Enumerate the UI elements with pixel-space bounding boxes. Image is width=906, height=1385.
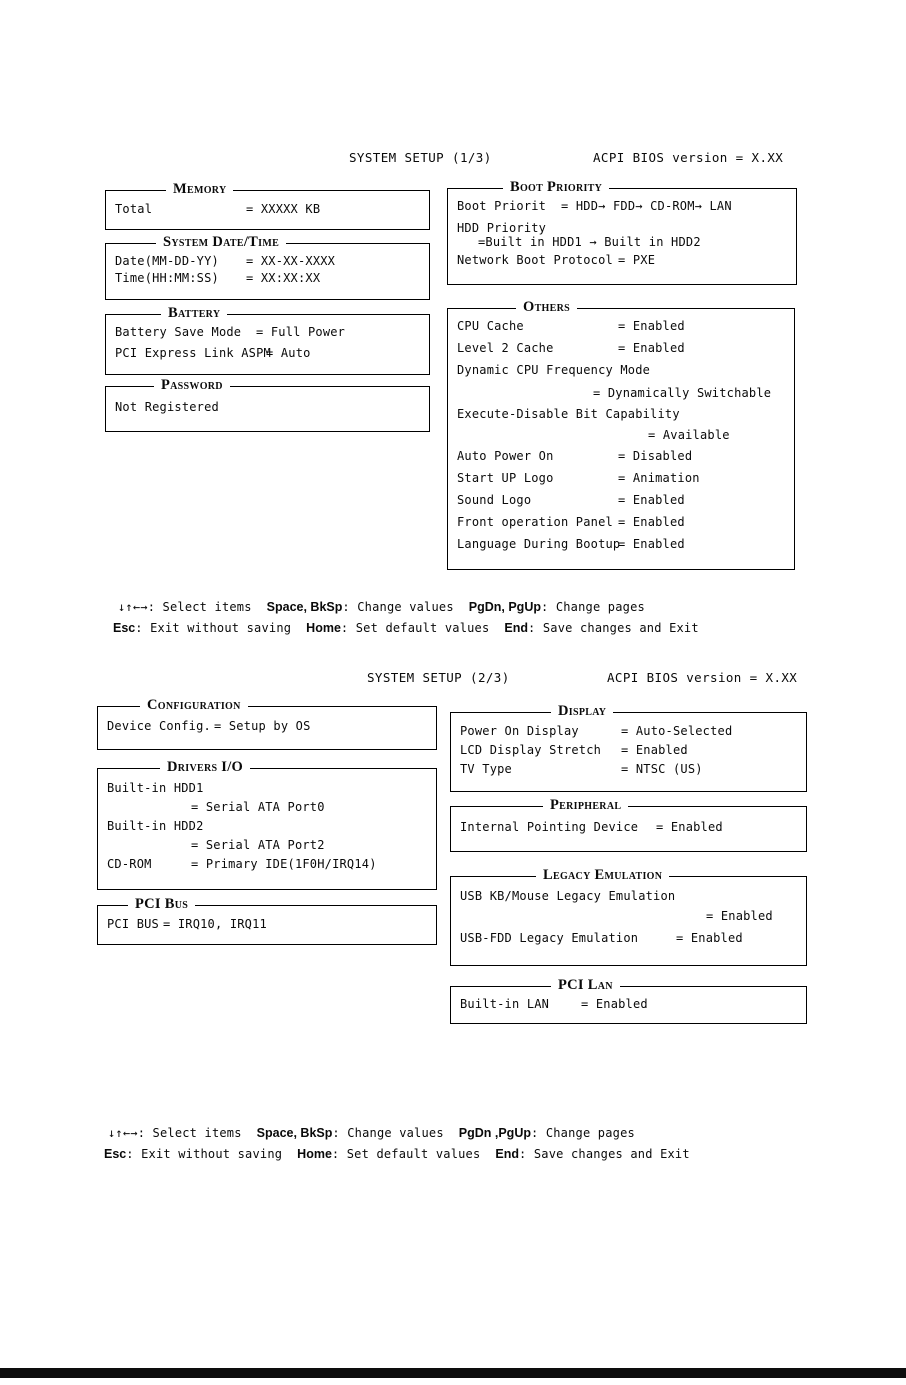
field-label: Execute-Disable Bit Capability <box>457 406 680 421</box>
key-legend-line1 <box>108 1126 635 1140</box>
system-datetime-box <box>105 234 430 300</box>
change-values-text: : Change values <box>342 600 454 614</box>
builtin-lan-row <box>451 997 806 1014</box>
field-label: Not Registered <box>115 400 219 414</box>
field-label: Date(MM-DD-YY) <box>115 254 219 268</box>
field-label: Dynamic CPU Frequency Mode <box>457 363 651 378</box>
field-value: = Enabled <box>618 341 685 356</box>
system-datetime-rows <box>106 244 429 299</box>
device-config-row <box>98 719 436 736</box>
field-value: = Auto-Selected <box>621 724 733 738</box>
auto-power-on-row <box>448 449 794 471</box>
builtin-hdd1-value-row <box>98 800 436 819</box>
execute-disable-bit-row <box>448 407 794 428</box>
password-box-title: Password <box>154 378 230 393</box>
screen2-bios-version: ACPI BIOS version = X.XX <box>607 670 798 685</box>
password-status-row <box>106 400 429 417</box>
field-label: Power On Display <box>460 724 579 738</box>
field-value: =Built in HDD1 → Built in HDD2 <box>478 235 701 249</box>
field-value: = Enabled <box>618 319 685 333</box>
date-row <box>106 254 429 271</box>
boot-priority-box-title: Boot Priority <box>503 180 609 195</box>
pci-lan-box-title: PCI Lan <box>551 978 620 993</box>
lcd-display-stretch-row <box>451 743 806 762</box>
dynamic-cpu-frequency-value-row <box>448 386 794 407</box>
front-operation-panel-row <box>448 515 794 537</box>
builtin-hdd1-row <box>98 781 436 800</box>
field-label: CD-ROM <box>107 857 152 871</box>
legacy-emulation-box-title: Legacy Emulation <box>536 868 669 883</box>
field-label: Start UP Logo <box>457 470 554 485</box>
pci-bus-row <box>98 917 436 934</box>
exit-text: : Exit without saving <box>126 1147 283 1161</box>
field-value: = Enabled <box>581 997 648 1011</box>
peripheral-box-title: Peripheral <box>543 798 628 813</box>
display-box-title: Display <box>551 704 613 719</box>
field-label: Time(HH:MM:SS) <box>115 271 219 285</box>
change-pages-text: : Change pages <box>530 1126 635 1140</box>
space-bksp-key-label: Space, BkSp <box>266 600 343 614</box>
pgdn-pgup-key-label: PgDn, PgUp <box>468 600 541 614</box>
field-value: = Animation <box>618 470 700 485</box>
save-exit-text: : Save changes and Exit <box>519 1147 690 1161</box>
screen1-title: SYSTEM SETUP (1/3) <box>349 150 492 165</box>
field-value: = Enabled <box>676 931 743 945</box>
field-value: = Enabled <box>621 743 688 757</box>
field-value: = Primary IDE(1F0H/IRQ14) <box>191 857 377 871</box>
others-box <box>447 299 795 570</box>
display-box <box>450 703 807 792</box>
field-label: TV Type <box>460 762 512 776</box>
field-label: Sound Logo <box>457 492 532 507</box>
peripheral-rows <box>451 807 806 851</box>
network-boot-protocol-row <box>448 253 796 270</box>
pci-lan-box <box>450 977 807 1024</box>
field-value: = XXXXX KB <box>246 202 321 216</box>
home-key-label: Home <box>297 1147 332 1161</box>
field-label: Total <box>115 202 153 216</box>
field-label: Network Boot Protocol <box>457 253 613 267</box>
field-label: Built-in HDD1 <box>107 781 204 795</box>
hdd-priority-row <box>448 221 796 235</box>
field-value: = Enabled <box>656 820 723 834</box>
battery-save-mode-row <box>106 325 429 346</box>
system-datetime-box-title: System Date/Time <box>156 235 286 250</box>
field-label: Device Config. <box>107 719 211 733</box>
field-label: Internal Pointing Device <box>460 820 639 834</box>
pci-bus-box-title: PCI Bus <box>128 897 195 912</box>
memory-rows <box>106 191 429 229</box>
home-key-label: Home <box>306 621 341 635</box>
drivers-io-rows <box>98 769 436 889</box>
memory-total-row <box>106 202 429 219</box>
start-up-logo-row <box>448 471 794 493</box>
password-rows <box>106 387 429 431</box>
battery-box-title: Battery <box>161 306 227 321</box>
screen2-title: SYSTEM SETUP (2/3) <box>367 670 510 685</box>
field-label: Language During Bootup <box>457 537 621 552</box>
field-label: Front operation Panel <box>457 515 613 530</box>
field-value: = Serial ATA Port2 <box>191 838 325 852</box>
pci-express-aspm-row <box>106 346 429 367</box>
peripheral-box <box>450 797 807 852</box>
field-label: PCI BUS <box>107 917 159 931</box>
usb-kb-mouse-legacy-value-row <box>451 909 806 931</box>
memory-box-title: Memory <box>166 182 233 197</box>
defaults-text: : Set default values <box>331 1147 481 1161</box>
battery-rows <box>106 315 429 374</box>
change-values-text: : Change values <box>332 1126 444 1140</box>
usb-fdd-legacy-row <box>451 931 806 951</box>
field-value: = Enabled <box>618 515 685 530</box>
field-value: = Available <box>648 427 730 442</box>
boot-priority-box <box>447 179 797 285</box>
field-value: = Enabled <box>618 537 685 552</box>
field-value: = PXE <box>618 253 656 267</box>
pci-bus-box <box>97 896 437 945</box>
key-legend-line2 <box>104 1147 690 1161</box>
select-items-text: : Select items <box>147 600 252 614</box>
legacy-emulation-rows <box>451 877 806 965</box>
arrow-keys-label: ↓↑←→ <box>118 600 148 614</box>
time-row <box>106 271 429 288</box>
others-box-title: Others <box>516 300 577 315</box>
field-value: = IRQ10, IRQ11 <box>163 917 267 931</box>
pci-lan-rows <box>451 987 806 1023</box>
field-label: Level 2 Cache <box>457 341 554 356</box>
password-box <box>105 377 430 432</box>
arrow-keys-label: ↓↑←→ <box>108 1126 138 1140</box>
end-key-label: End <box>504 621 529 635</box>
field-value: = Dynamically Switchable <box>593 385 772 400</box>
language-during-bootup-row <box>448 537 794 559</box>
field-value: = Auto <box>266 346 311 360</box>
cdrom-row <box>98 857 436 876</box>
pgdn-pgup-key-label: PgDn ,PgUp <box>458 1126 531 1140</box>
screen1-bios-version: ACPI BIOS version = X.XX <box>593 150 784 165</box>
field-label: CPU Cache <box>457 319 524 333</box>
configuration-box <box>97 697 437 750</box>
field-value: = HDD→ FDD→ CD-ROM→ LAN <box>561 199 732 213</box>
field-value: = XX-XX-XXXX <box>246 254 336 268</box>
exit-text: : Exit without saving <box>135 621 292 635</box>
legacy-emulation-box <box>450 867 807 966</box>
field-label: Battery Save Mode <box>115 325 242 339</box>
cpu-cache-row <box>448 319 794 341</box>
esc-key-label: Esc <box>113 621 136 635</box>
pci-bus-rows <box>98 906 436 944</box>
configuration-rows <box>98 707 436 749</box>
change-pages-text: : Change pages <box>540 600 645 614</box>
others-rows <box>448 309 794 569</box>
execute-disable-bit-value-row <box>448 428 794 449</box>
defaults-text: : Set default values <box>340 621 490 635</box>
sound-logo-row <box>448 493 794 515</box>
field-value: = NTSC (US) <box>621 762 703 776</box>
level2-cache-row <box>448 341 794 363</box>
field-label: Boot Priorit <box>457 199 547 213</box>
page-footer-rule <box>0 1368 906 1378</box>
drivers-io-box <box>97 759 437 890</box>
drivers-io-box-title: Drivers I/O <box>160 760 250 775</box>
field-label: USB-FDD Legacy Emulation <box>460 931 639 945</box>
hdd-priority-value-row <box>448 235 796 253</box>
field-value: = Enabled <box>706 909 773 923</box>
key-legend-line1 <box>118 600 645 614</box>
field-value: = Disabled <box>618 448 693 463</box>
field-label: PCI Express Link ASPM <box>115 346 271 360</box>
field-label: Built-in LAN <box>460 997 550 1011</box>
dynamic-cpu-frequency-row <box>448 363 794 385</box>
field-value: = Setup by OS <box>214 719 311 733</box>
boot-priority-row <box>448 199 796 221</box>
memory-box <box>105 181 430 230</box>
field-label: Auto Power On <box>457 448 554 463</box>
configuration-box-title: Configuration <box>140 698 248 713</box>
field-value: = Enabled <box>618 492 685 507</box>
field-value: = XX:XX:XX <box>246 271 321 285</box>
field-value: = Full Power <box>256 325 346 339</box>
end-key-label: End <box>495 1147 520 1161</box>
power-on-display-row <box>451 724 806 743</box>
builtin-hdd2-value-row <box>98 838 436 857</box>
key-legend-line2 <box>113 621 699 635</box>
space-bksp-key-label: Space, BkSp <box>256 1126 333 1140</box>
internal-pointing-device-row <box>451 820 806 837</box>
esc-key-label: Esc <box>104 1147 127 1161</box>
field-label: HDD Priority <box>457 221 547 235</box>
display-rows <box>451 713 806 791</box>
field-label: LCD Display Stretch <box>460 743 602 757</box>
battery-box <box>105 305 430 375</box>
usb-kb-mouse-legacy-row <box>451 889 806 909</box>
builtin-hdd2-row <box>98 819 436 838</box>
field-label: Built-in HDD2 <box>107 819 204 833</box>
save-exit-text: : Save changes and Exit <box>528 621 699 635</box>
boot-priority-rows <box>448 189 796 284</box>
field-value: = Serial ATA Port0 <box>191 800 325 814</box>
select-items-text: : Select items <box>137 1126 242 1140</box>
tv-type-row <box>451 762 806 781</box>
field-label: USB KB/Mouse Legacy Emulation <box>460 889 676 903</box>
